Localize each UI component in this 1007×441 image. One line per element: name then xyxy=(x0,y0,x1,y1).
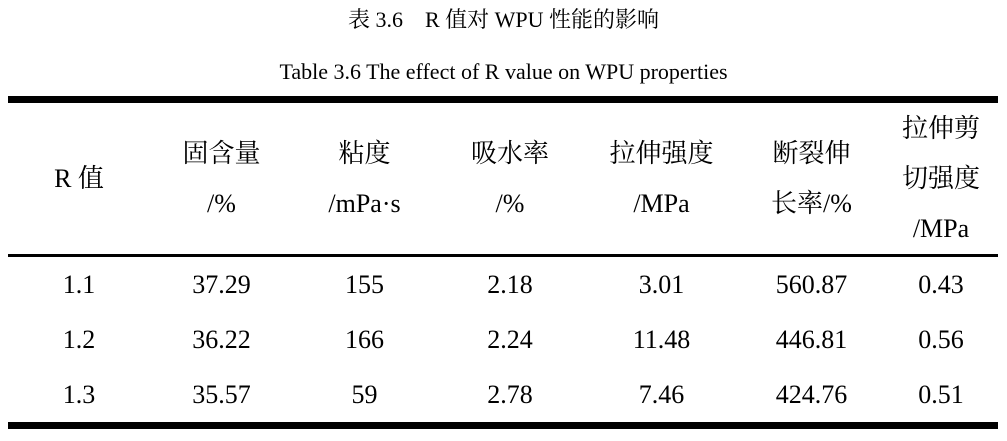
header-row xyxy=(8,100,998,256)
header-line: R 值 xyxy=(54,163,104,193)
header-line: 长率/% xyxy=(771,188,852,218)
header-line: 拉伸强度 xyxy=(609,138,714,168)
column-header-solid-content xyxy=(150,100,293,256)
cell-elongation-at-break: 446.81 xyxy=(775,324,848,354)
cell-elongation-at-break: 424.76 xyxy=(775,379,848,409)
cell-tensile-strength: 3.01 xyxy=(638,269,685,299)
cell-water-absorption: 2.78 xyxy=(487,379,533,409)
cell-r-value: 1.2 xyxy=(62,324,96,354)
header-unit-line: /MPa xyxy=(633,188,690,218)
cell-tensile-shear-strength: 0.56 xyxy=(918,324,964,354)
table-row xyxy=(8,312,998,367)
cell-elongation-at-break: 560.87 xyxy=(775,269,848,299)
table-caption-english: Table 3.6 The effect of R value on WPU properties xyxy=(279,59,728,84)
cell-r-value: 1.3 xyxy=(62,379,96,409)
column-header-tensile-shear-strength xyxy=(884,100,998,256)
cell-water-absorption: 2.18 xyxy=(487,269,533,299)
table-row xyxy=(8,256,998,313)
cell-solid-content: 36.22 xyxy=(192,324,251,354)
data-table xyxy=(8,96,998,429)
cell-tensile-strength: 7.46 xyxy=(638,379,685,409)
cell-tensile-shear-strength: 0.43 xyxy=(918,269,964,299)
header-line: 切强度 xyxy=(901,163,980,193)
header-unit-line: /% xyxy=(207,188,236,218)
cell-r-value: 1.1 xyxy=(62,269,96,299)
header-line: 断裂伸 xyxy=(772,138,851,168)
header-unit-line: /% xyxy=(495,188,525,218)
header-line: 固含量 xyxy=(182,138,261,168)
cell-water-absorption: 2.24 xyxy=(487,324,533,354)
header-line: 粘度 xyxy=(338,138,391,168)
column-header-elongation-at-break xyxy=(739,100,884,256)
cell-tensile-shear-strength: 0.51 xyxy=(918,379,964,409)
table-row xyxy=(8,367,998,426)
column-header-water-absorption xyxy=(436,100,584,256)
header-line: 吸水率 xyxy=(470,138,549,168)
cell-viscosity: 155 xyxy=(345,269,384,299)
cell-tensile-strength: 11.48 xyxy=(632,324,691,354)
header-unit-line: /mPa·s xyxy=(328,188,401,218)
column-header-viscosity xyxy=(293,100,436,256)
cell-viscosity: 166 xyxy=(345,324,384,354)
cell-solid-content: 35.57 xyxy=(192,379,251,409)
column-header-r-value xyxy=(8,100,150,256)
table-caption-chinese: 表 3.6 R 值对 WPU 性能的影响 xyxy=(347,7,660,32)
header-unit-line: /MPa xyxy=(912,213,970,243)
cell-solid-content: 37.29 xyxy=(192,269,251,299)
column-header-tensile-strength xyxy=(584,100,739,256)
header-line: 拉伸剪 xyxy=(901,113,980,143)
cell-viscosity: 59 xyxy=(351,379,378,409)
